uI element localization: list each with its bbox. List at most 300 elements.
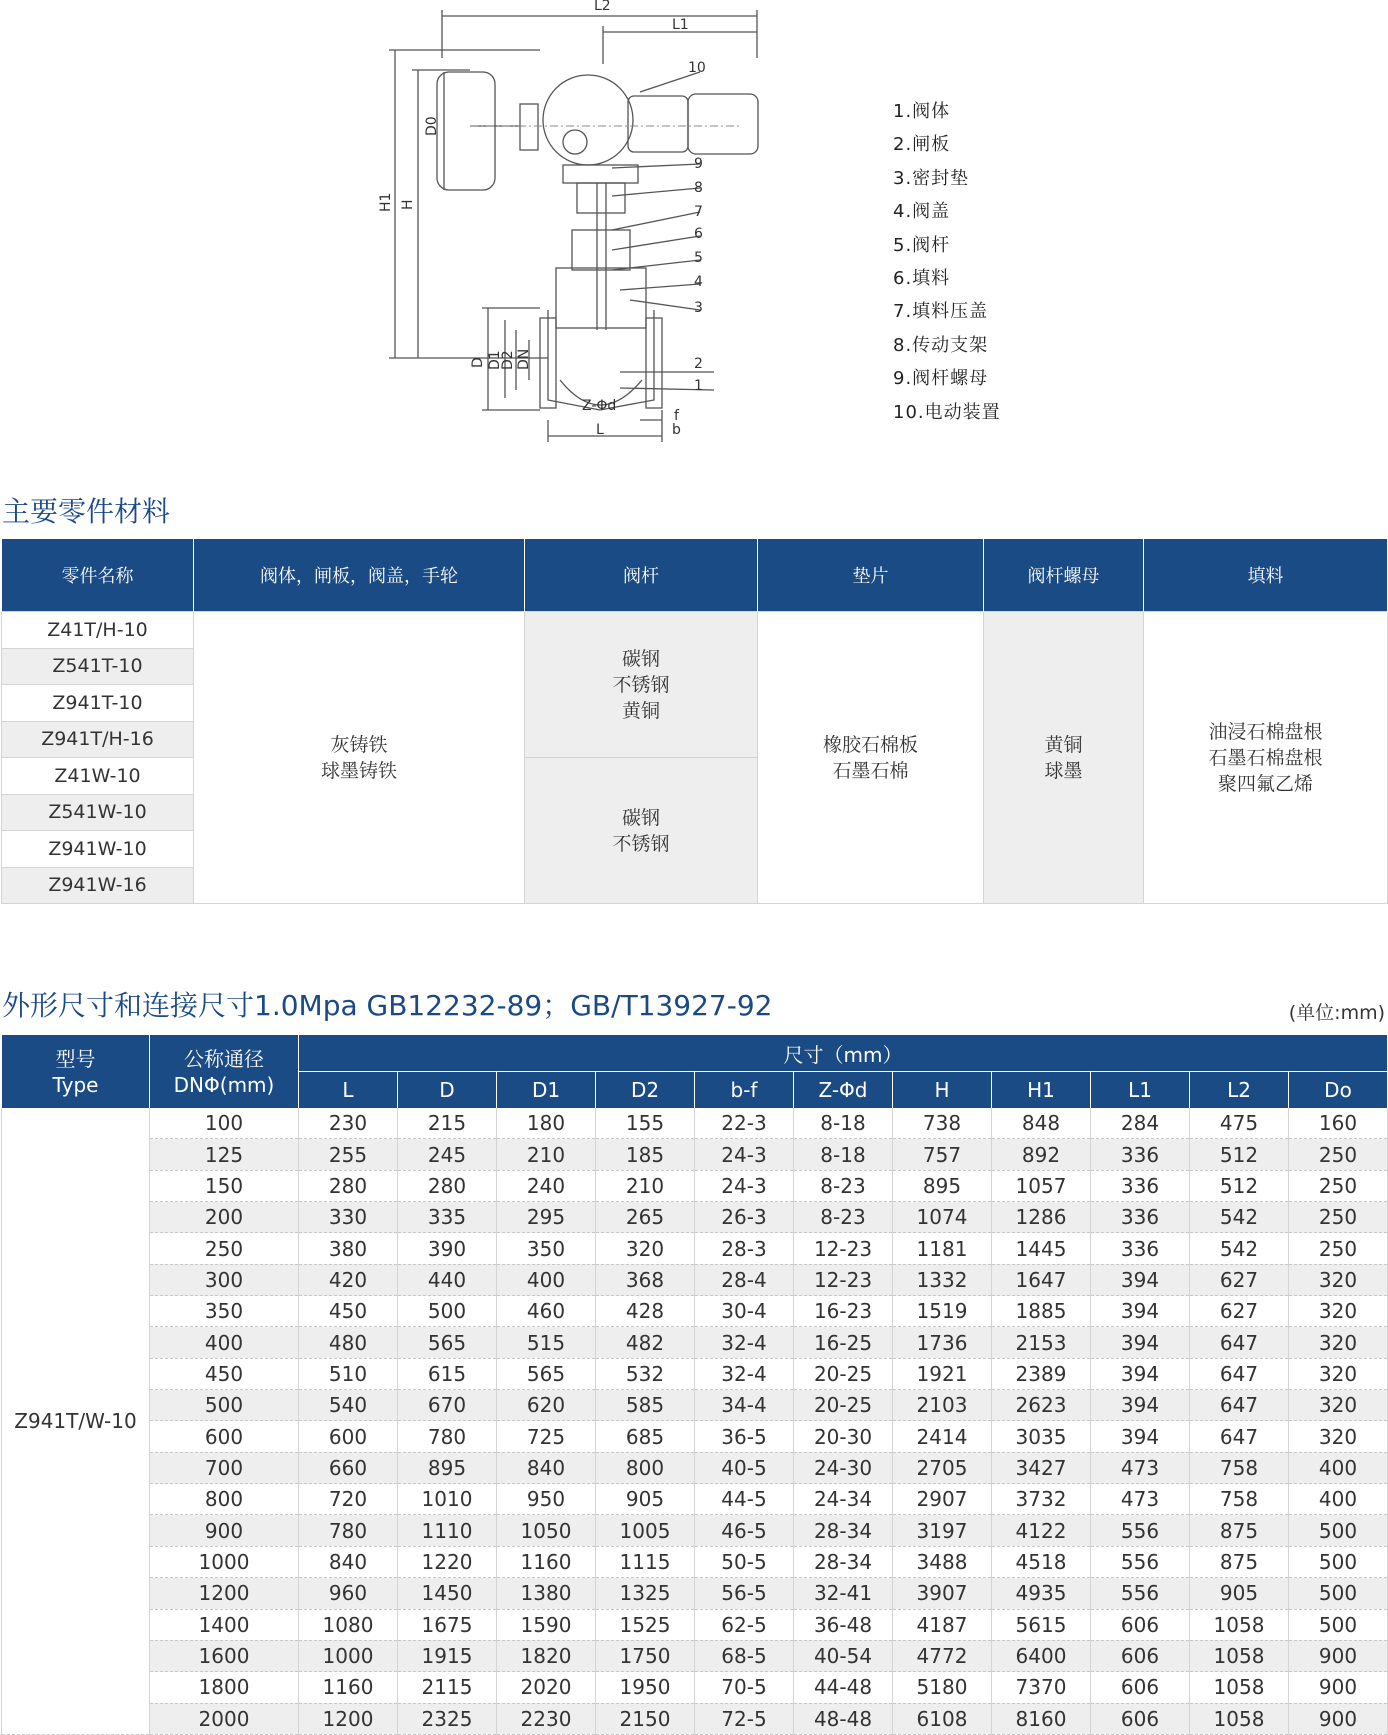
value-cell: 180 [497, 1108, 596, 1139]
value-cell: 1950 [596, 1672, 695, 1703]
value-cell: 627 [1190, 1296, 1289, 1327]
value-cell: 394 [1091, 1390, 1190, 1421]
value-cell: 320 [1289, 1296, 1388, 1327]
value-cell: 2150 [596, 1703, 695, 1734]
value-cell: 1058 [1190, 1703, 1289, 1734]
part-item: 5.阀杆 [893, 234, 951, 256]
value-cell: 500 [1289, 1515, 1388, 1546]
value-cell: 1050 [497, 1515, 596, 1546]
column-header: H1 [992, 1072, 1091, 1109]
value-cell: 68-5 [695, 1640, 794, 1671]
materials-table [1, 539, 1388, 904]
value-cell: 230 [299, 1108, 398, 1139]
value-cell: 20-25 [794, 1358, 893, 1389]
value-cell: 1160 [497, 1546, 596, 1577]
dn-cell: 250 [150, 1233, 299, 1264]
value-cell: 2325 [398, 1703, 497, 1734]
value-cell: 1675 [398, 1609, 497, 1640]
value-cell: 950 [497, 1484, 596, 1515]
value-cell: 1005 [596, 1515, 695, 1546]
value-cell: 1325 [596, 1578, 695, 1609]
value-cell: 56-5 [695, 1578, 794, 1609]
body-material-cell: 灰铸铁 球墨铸铁 [194, 612, 525, 904]
value-cell: 1525 [596, 1609, 695, 1640]
dn-cell: 100 [150, 1108, 299, 1139]
value-cell: 905 [596, 1484, 695, 1515]
value-cell: 532 [596, 1358, 695, 1389]
value-cell: 8160 [992, 1703, 1091, 1734]
value-cell: 394 [1091, 1296, 1190, 1327]
callout-7: 7 [694, 204, 703, 220]
value-cell: 44-48 [794, 1672, 893, 1703]
value-cell: 320 [1289, 1264, 1388, 1295]
dim-label-l1: L1 [672, 17, 689, 33]
header-stem: 阀杆 [525, 539, 758, 612]
dim-label-l: L [596, 422, 604, 438]
value-cell: 840 [299, 1546, 398, 1577]
value-cell: 895 [398, 1452, 497, 1483]
value-cell: 24-34 [794, 1484, 893, 1515]
value-cell: 556 [1091, 1578, 1190, 1609]
value-cell: 394 [1091, 1358, 1190, 1389]
value-cell: 8-23 [794, 1202, 893, 1233]
value-cell: 2103 [893, 1390, 992, 1421]
dn-cell: 600 [150, 1421, 299, 1452]
callout-9: 9 [694, 156, 703, 172]
value-cell: 1200 [299, 1703, 398, 1734]
value-cell: 1220 [398, 1546, 497, 1577]
column-header: L [299, 1072, 398, 1109]
value-cell: 390 [398, 1233, 497, 1264]
value-cell: 210 [596, 1170, 695, 1201]
dimensions-title: 外形尺寸和连接尺寸1.0Mpa GB12232-89；GB/T13927-92 [2, 989, 773, 1022]
value-cell: 542 [1190, 1233, 1289, 1264]
value-cell: 510 [299, 1358, 398, 1389]
value-cell: 2020 [497, 1672, 596, 1703]
value-cell: 250 [1289, 1139, 1388, 1170]
value-cell: 1286 [992, 1202, 1091, 1233]
value-cell: 556 [1091, 1546, 1190, 1577]
value-cell: 3197 [893, 1515, 992, 1546]
dim-label-z-phi-d: Z-Φd [582, 398, 617, 414]
value-cell: 685 [596, 1421, 695, 1452]
value-cell: 185 [596, 1139, 695, 1170]
table-row [2, 1546, 1388, 1577]
value-cell: 36-5 [695, 1421, 794, 1452]
value-cell: 320 [1289, 1327, 1388, 1358]
dn-cell: 900 [150, 1515, 299, 1546]
value-cell: 1058 [1190, 1609, 1289, 1640]
value-cell: 368 [596, 1264, 695, 1295]
value-cell: 5180 [893, 1672, 992, 1703]
column-header: D [398, 1072, 497, 1109]
parts-legend [893, 98, 1001, 432]
value-cell: 28-3 [695, 1233, 794, 1264]
value-cell: 1074 [893, 1202, 992, 1233]
value-cell: 565 [398, 1327, 497, 1358]
table-row [2, 1108, 1388, 1139]
value-cell: 900 [1289, 1703, 1388, 1734]
value-cell: 70-5 [695, 1672, 794, 1703]
part-item: 3.密封垫 [893, 167, 970, 189]
dn-cell: 1600 [150, 1640, 299, 1671]
callout-1: 1 [694, 378, 703, 394]
model-cell: Z541W-10 [2, 794, 194, 831]
value-cell: 12-23 [794, 1264, 893, 1295]
value-cell: 627 [1190, 1264, 1289, 1295]
value-cell: 350 [497, 1233, 596, 1264]
value-cell: 394 [1091, 1421, 1190, 1452]
value-cell: 210 [497, 1139, 596, 1170]
value-cell: 32-4 [695, 1358, 794, 1389]
table-row [2, 1327, 1388, 1358]
dn-cell: 500 [150, 1390, 299, 1421]
value-cell: 4187 [893, 1609, 992, 1640]
value-cell: 840 [497, 1452, 596, 1483]
value-cell: 606 [1091, 1640, 1190, 1671]
value-cell: 1750 [596, 1640, 695, 1671]
value-cell: 600 [299, 1421, 398, 1452]
value-cell: 336 [1091, 1202, 1190, 1233]
callout-3: 3 [694, 300, 703, 316]
value-cell: 540 [299, 1390, 398, 1421]
value-cell: 1058 [1190, 1672, 1289, 1703]
value-cell: 26-3 [695, 1202, 794, 1233]
dn-cell: 1400 [150, 1609, 299, 1640]
header-body-parts: 阀体，闸板，阀盖，手轮 [194, 539, 525, 612]
value-cell: 500 [1289, 1546, 1388, 1577]
table-row [2, 1578, 1388, 1609]
value-cell: 44-5 [695, 1484, 794, 1515]
unit-label: (单位:mm) [1288, 1002, 1385, 1024]
value-cell: 48-48 [794, 1703, 893, 1734]
table-row [2, 1358, 1388, 1389]
value-cell: 1110 [398, 1515, 497, 1546]
value-cell: 960 [299, 1578, 398, 1609]
dn-cell: 800 [150, 1484, 299, 1515]
column-header: H [893, 1072, 992, 1109]
value-cell: 585 [596, 1390, 695, 1421]
value-cell: 20-25 [794, 1390, 893, 1421]
stem-material-cell: 碳钢 不锈钢 [525, 758, 758, 904]
value-cell: 725 [497, 1421, 596, 1452]
table-row [2, 1139, 1388, 1170]
value-cell: 8-23 [794, 1170, 893, 1201]
model-cell: Z941T/H-16 [2, 721, 194, 758]
value-cell: 20-30 [794, 1421, 893, 1452]
dimensions-table [1, 1035, 1388, 1735]
value-cell: 450 [299, 1296, 398, 1327]
gasket-material-cell: 橡胶石棉板 石墨石棉 [758, 612, 984, 904]
dn-cell: 200 [150, 1202, 299, 1233]
header-dn: 公称通径 DNΦ(mm) [150, 1035, 299, 1108]
value-cell: 1058 [1190, 1640, 1289, 1671]
table-row [2, 1296, 1388, 1327]
model-cell: Z941T/W-10 [2, 1108, 150, 1734]
value-cell: 330 [299, 1202, 398, 1233]
value-cell: 22-3 [695, 1108, 794, 1139]
model-cell: Z941W-10 [2, 831, 194, 868]
value-cell: 738 [893, 1108, 992, 1139]
model-cell: Z41T/H-10 [2, 612, 194, 649]
value-cell: 2153 [992, 1327, 1091, 1358]
value-cell: 1519 [893, 1296, 992, 1327]
value-cell: 875 [1190, 1546, 1289, 1577]
value-cell: 1080 [299, 1609, 398, 1640]
value-cell: 757 [893, 1139, 992, 1170]
table-row [2, 1640, 1388, 1671]
value-cell: 36-48 [794, 1609, 893, 1640]
dim-label-d: D [470, 357, 486, 368]
value-cell: 606 [1091, 1609, 1190, 1640]
value-cell: 473 [1091, 1484, 1190, 1515]
value-cell: 50-5 [695, 1546, 794, 1577]
value-cell: 2230 [497, 1703, 596, 1734]
table-row [2, 1202, 1388, 1233]
header-gasket: 垫片 [758, 539, 984, 612]
value-cell: 24-3 [695, 1170, 794, 1201]
value-cell: 320 [1289, 1421, 1388, 1452]
dim-label-b: b [672, 422, 681, 438]
value-cell: 284 [1091, 1108, 1190, 1139]
value-cell: 3035 [992, 1421, 1091, 1452]
value-cell: 900 [1289, 1672, 1388, 1703]
value-cell: 2623 [992, 1390, 1091, 1421]
value-cell: 515 [497, 1327, 596, 1358]
table-row [2, 1170, 1388, 1201]
value-cell: 265 [596, 1202, 695, 1233]
value-cell: 482 [596, 1327, 695, 1358]
value-cell: 475 [1190, 1108, 1289, 1139]
value-cell: 394 [1091, 1327, 1190, 1358]
table-row [2, 1609, 1388, 1640]
header-stem-nut: 阀杆螺母 [984, 539, 1144, 612]
value-cell: 3907 [893, 1578, 992, 1609]
dim-label-f: f [674, 408, 679, 424]
value-cell: 28-34 [794, 1546, 893, 1577]
value-cell: 780 [299, 1515, 398, 1546]
part-item: 9.阀杆螺母 [893, 368, 989, 390]
value-cell: 4935 [992, 1578, 1091, 1609]
value-cell: 1380 [497, 1578, 596, 1609]
value-cell: 2115 [398, 1672, 497, 1703]
value-cell: 758 [1190, 1484, 1289, 1515]
value-cell: 500 [1289, 1609, 1388, 1640]
value-cell: 1921 [893, 1358, 992, 1389]
value-cell: 556 [1091, 1515, 1190, 1546]
part-item: 10.电动装置 [893, 401, 1001, 423]
value-cell: 250 [1289, 1170, 1388, 1201]
value-cell: 280 [299, 1170, 398, 1201]
value-cell: 895 [893, 1170, 992, 1201]
callout-4: 4 [694, 274, 703, 290]
value-cell: 2705 [893, 1452, 992, 1483]
value-cell: 28-4 [695, 1264, 794, 1295]
value-cell: 280 [398, 1170, 497, 1201]
table-row [2, 1421, 1388, 1452]
value-cell: 2907 [893, 1484, 992, 1515]
value-cell: 606 [1091, 1703, 1190, 1734]
dn-cell: 1800 [150, 1672, 299, 1703]
dim-label-l2: L2 [594, 0, 611, 14]
value-cell: 473 [1091, 1452, 1190, 1483]
value-cell: 24-3 [695, 1139, 794, 1170]
dn-cell: 2000 [150, 1703, 299, 1734]
value-cell: 1885 [992, 1296, 1091, 1327]
part-item: 2.闸板 [893, 134, 951, 156]
value-cell: 7370 [992, 1672, 1091, 1703]
header-part-name: 零件名称 [2, 539, 194, 612]
value-cell: 3732 [992, 1484, 1091, 1515]
value-cell: 1010 [398, 1484, 497, 1515]
value-cell: 8-18 [794, 1139, 893, 1170]
value-cell: 4122 [992, 1515, 1091, 1546]
value-cell: 8-18 [794, 1108, 893, 1139]
value-cell: 12-23 [794, 1233, 893, 1264]
value-cell: 34-4 [695, 1390, 794, 1421]
value-cell: 336 [1091, 1170, 1190, 1201]
value-cell: 16-23 [794, 1296, 893, 1327]
value-cell: 512 [1190, 1139, 1289, 1170]
model-cell: Z941T-10 [2, 685, 194, 722]
value-cell: 400 [1289, 1484, 1388, 1515]
dn-cell: 350 [150, 1296, 299, 1327]
value-cell: 46-5 [695, 1515, 794, 1546]
value-cell: 647 [1190, 1358, 1289, 1389]
stem-nut-material-cell: 黄铜 球墨 [984, 612, 1144, 904]
value-cell: 670 [398, 1390, 497, 1421]
value-cell: 420 [299, 1264, 398, 1295]
value-cell: 758 [1190, 1452, 1289, 1483]
column-header: L1 [1091, 1072, 1190, 1109]
dim-label-h: H [400, 199, 416, 210]
dn-cell: 400 [150, 1327, 299, 1358]
value-cell: 245 [398, 1139, 497, 1170]
value-cell: 1820 [497, 1640, 596, 1671]
value-cell: 2389 [992, 1358, 1091, 1389]
value-cell: 40-54 [794, 1640, 893, 1671]
table-row [2, 1233, 1388, 1264]
value-cell: 155 [596, 1108, 695, 1139]
column-header: b-f [695, 1072, 794, 1109]
callout-2: 2 [694, 356, 703, 372]
dim-label-d1: D1 [487, 350, 503, 370]
value-cell: 512 [1190, 1170, 1289, 1201]
value-cell: 1736 [893, 1327, 992, 1358]
column-header: D2 [596, 1072, 695, 1109]
value-cell: 647 [1190, 1327, 1289, 1358]
value-cell: 1445 [992, 1233, 1091, 1264]
valve-drawing [380, 0, 800, 448]
value-cell: 1115 [596, 1546, 695, 1577]
value-cell: 3488 [893, 1546, 992, 1577]
value-cell: 1590 [497, 1609, 596, 1640]
value-cell: 620 [497, 1390, 596, 1421]
value-cell: 32-41 [794, 1578, 893, 1609]
value-cell: 4518 [992, 1546, 1091, 1577]
value-cell: 320 [1289, 1390, 1388, 1421]
dn-cell: 450 [150, 1358, 299, 1389]
dim-label-h1: H1 [378, 192, 394, 212]
part-item: 7.填料压盖 [893, 301, 989, 323]
value-cell: 336 [1091, 1139, 1190, 1170]
value-cell: 2414 [893, 1421, 992, 1452]
header-type: 型号 Type [2, 1035, 150, 1108]
header-size: 尺寸（mm） [299, 1035, 1388, 1072]
value-cell: 542 [1190, 1202, 1289, 1233]
dn-cell: 1200 [150, 1578, 299, 1609]
value-cell: 460 [497, 1296, 596, 1327]
callout-8: 8 [694, 180, 703, 196]
value-cell: 892 [992, 1139, 1091, 1170]
dn-cell: 150 [150, 1170, 299, 1201]
materials-title: 主要零件材料 [2, 495, 171, 528]
value-cell: 1057 [992, 1170, 1091, 1201]
value-cell: 480 [299, 1327, 398, 1358]
column-header: L2 [1190, 1072, 1289, 1109]
value-cell: 24-30 [794, 1452, 893, 1483]
value-cell: 6400 [992, 1640, 1091, 1671]
value-cell: 335 [398, 1202, 497, 1233]
column-header: D1 [497, 1072, 596, 1109]
value-cell: 440 [398, 1264, 497, 1295]
callout-10: 10 [688, 60, 706, 76]
value-cell: 1181 [893, 1233, 992, 1264]
value-cell: 720 [299, 1484, 398, 1515]
value-cell: 1915 [398, 1640, 497, 1671]
column-header: Do [1289, 1072, 1388, 1109]
value-cell: 72-5 [695, 1703, 794, 1734]
value-cell: 215 [398, 1108, 497, 1139]
part-item: 6.填料 [893, 267, 951, 289]
callout-6: 6 [694, 226, 703, 242]
value-cell: 30-4 [695, 1296, 794, 1327]
table-row [2, 1703, 1388, 1734]
value-cell: 1000 [299, 1640, 398, 1671]
part-item: 1.阀体 [893, 101, 951, 122]
dn-cell: 1000 [150, 1546, 299, 1577]
value-cell: 780 [398, 1421, 497, 1452]
value-cell: 32-4 [695, 1327, 794, 1358]
dn-cell: 125 [150, 1139, 299, 1170]
value-cell: 400 [497, 1264, 596, 1295]
value-cell: 800 [596, 1452, 695, 1483]
table-row [2, 1390, 1388, 1421]
dim-label-d0: D0 [424, 116, 440, 136]
table-row [2, 1264, 1388, 1295]
value-cell: 1160 [299, 1672, 398, 1703]
value-cell: 905 [1190, 1578, 1289, 1609]
value-cell: 394 [1091, 1264, 1190, 1295]
value-cell: 28-34 [794, 1515, 893, 1546]
value-cell: 615 [398, 1358, 497, 1389]
table-row [2, 1484, 1388, 1515]
value-cell: 660 [299, 1452, 398, 1483]
value-cell: 295 [497, 1202, 596, 1233]
value-cell: 500 [398, 1296, 497, 1327]
table-row [2, 1515, 1388, 1546]
value-cell: 647 [1190, 1390, 1289, 1421]
value-cell: 320 [1289, 1358, 1388, 1389]
value-cell: 4772 [893, 1640, 992, 1671]
dim-label-d2: D2 [500, 350, 516, 370]
value-cell: 336 [1091, 1233, 1190, 1264]
value-cell: 428 [596, 1296, 695, 1327]
value-cell: 875 [1190, 1515, 1289, 1546]
dim-label-dn: DN [516, 348, 532, 370]
header-packing: 填料 [1144, 539, 1388, 612]
value-cell: 606 [1091, 1672, 1190, 1703]
